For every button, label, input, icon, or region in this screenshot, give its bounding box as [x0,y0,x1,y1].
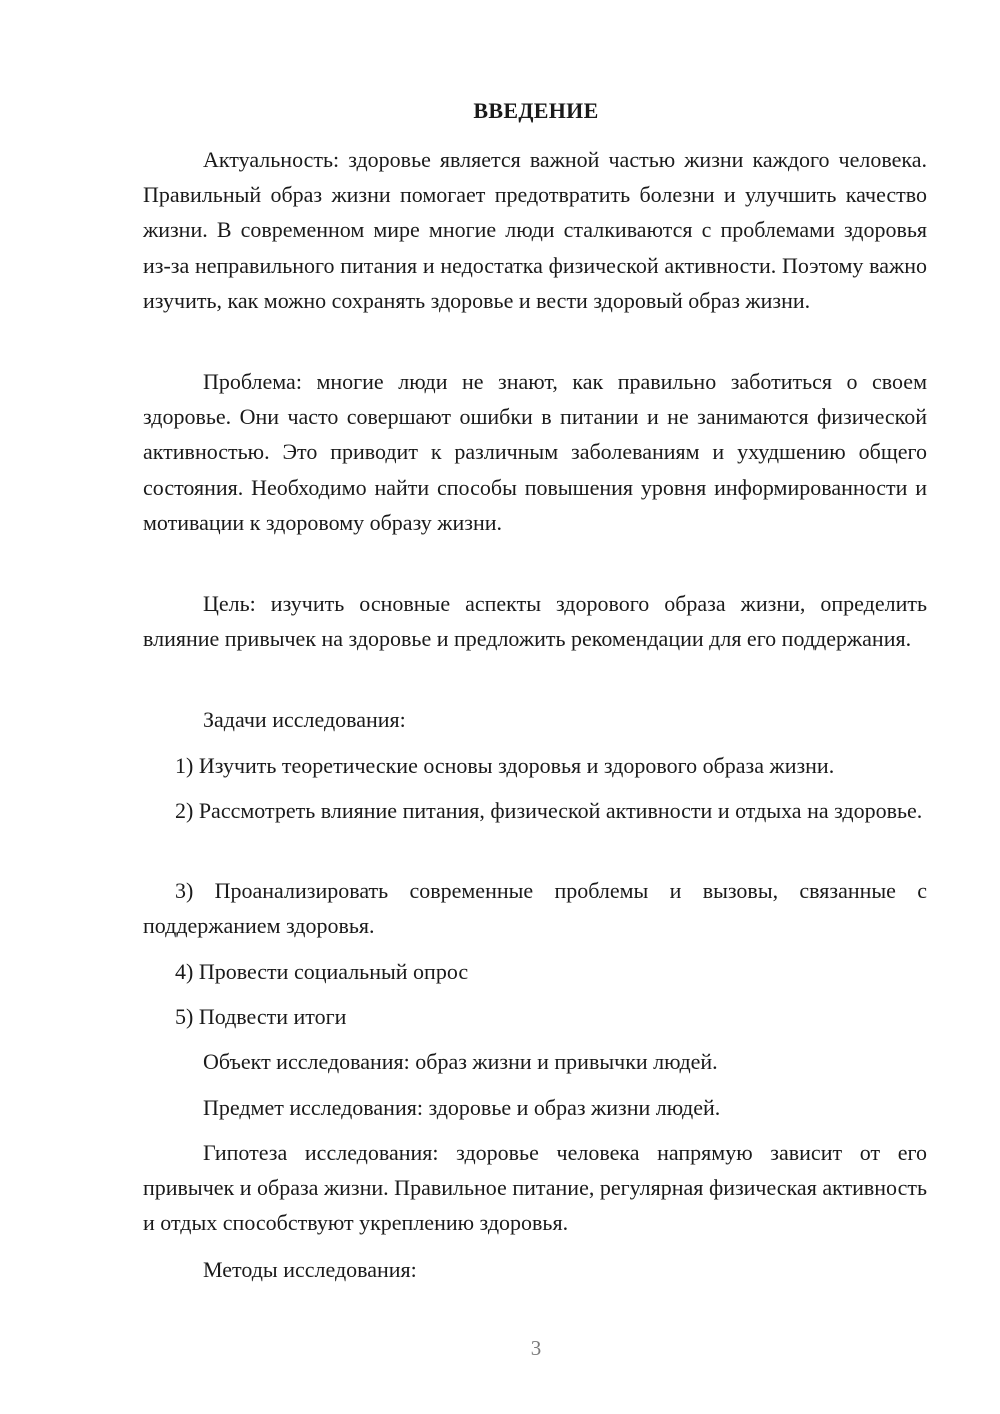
page-number: 3 [530,1336,542,1360]
paragraph-relevance: Актуальность: здоровье является важной частью жизни каждого человека. Правильный образ жизни помогает предотвратить болезни и улучшить качество жизни. В современном мире многие люди сталкиваются с проблемами здоровья из-за неправильного питания и недостатка физической активности. Поэтому важно изучить, как можно сохранять здоровье и вести здоровый образ жизни. [143,147,927,313]
paragraph-object: Объект исследования: образ жизни и привычки людей. [203,1049,718,1074]
task-item-5: 5) Подвести итоги [175,1004,347,1029]
task-item-1: 1) Изучить теоретические основы здоровья и здорового образа жизни. [175,753,835,778]
paragraph-subject: Предмет исследования: здоровье и образ жизни людей. [203,1095,721,1120]
paragraph-hypothesis: Гипотеза исследования: здоровье человека напрямую зависит от его привычек и образа жизни. Правильное питание, регулярная физическая активность и отдых способствуют укреплению здоровья. [143,1140,927,1236]
task-item-3: 3) Проанализировать современные проблемы и вызовы, связанные с поддержанием здоровья. [143,878,927,939]
task-item-2: 2) Рассмотреть влияние питания, физической активности и отдыха на здоровье. [175,798,923,823]
methods-heading: Методы исследования: [203,1257,417,1282]
tasks-heading: Задачи исследования: [203,707,406,732]
task-item-4: 4) Провести социальный опрос [175,959,469,984]
paragraph-goal: Цель: изучить основные аспекты здорового образа жизни, определить влияние привычек на здоровье и предложить рекомендации для его поддержания. [143,591,927,652]
paragraph-problem: Проблема: многие люди не знают, как правильно заботиться о своем здоровье. Они часто совершают ошибки в питании и не занимаются физической активностью. Это приводит к различным заболеваниям и ухудшению общего состояния. Необходимо найти способы повышения уровня информированности и мотивации к здоровому образу жизни. [143,369,927,535]
section-heading: ВВЕДЕНИЕ [473,98,599,123]
